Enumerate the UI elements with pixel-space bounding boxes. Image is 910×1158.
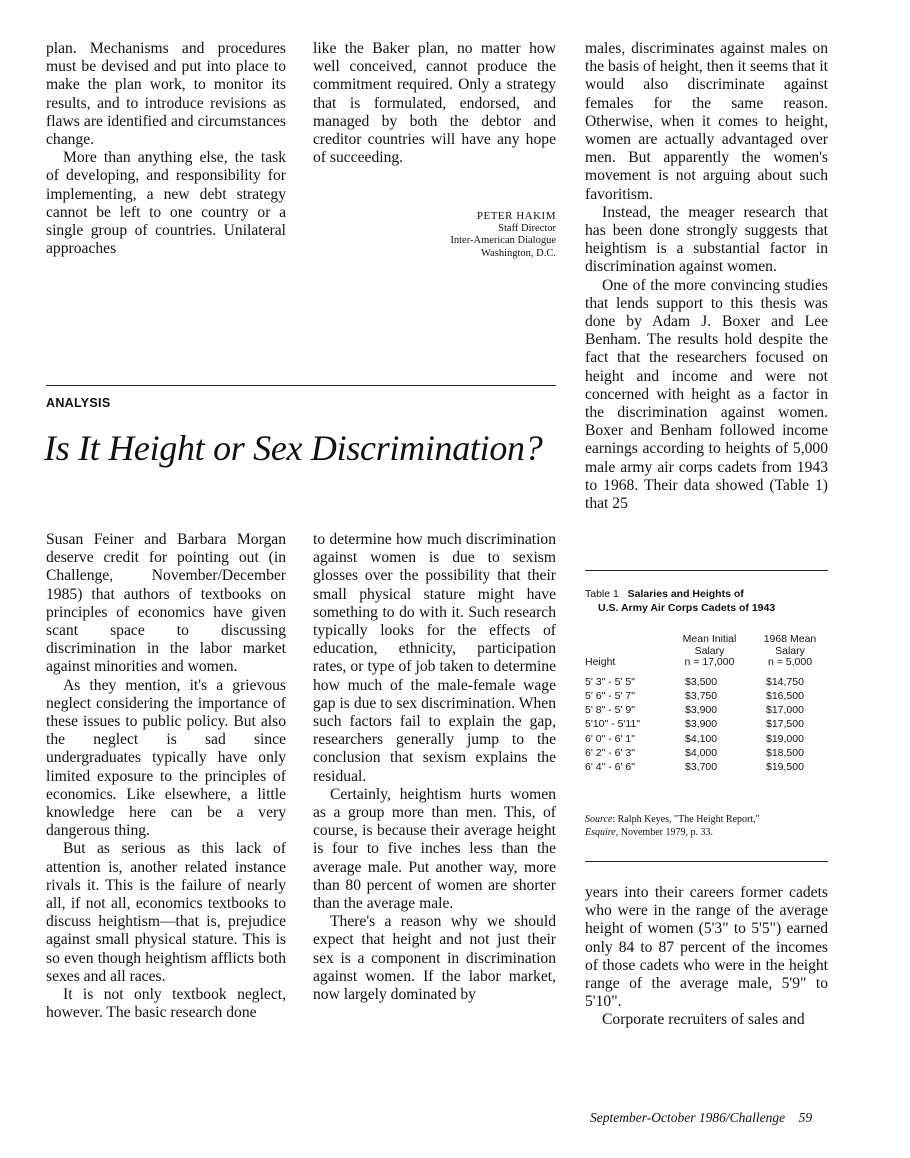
table-caption <box>585 587 828 615</box>
paragraph: Susan Feiner and Barbara Morgan deserve credit for pointing out (in Challenge, November/December 1985) that authors of textbooks on principles of economics have given scant space to discussing discrimination in the labor market against minorities and women. <box>46 531 286 676</box>
top-column-1 <box>46 40 286 258</box>
signature-place: Washington, D.C. <box>481 247 556 259</box>
section-divider <box>46 385 556 386</box>
table-title-line1: Salaries and Heights of <box>627 588 744 600</box>
table-row: 6' 2" - 6' 3" $4,000 $18,500 <box>585 746 804 759</box>
signature-title: Staff Director <box>498 222 556 234</box>
signature-org: Inter-American Dialogue <box>450 235 556 246</box>
source-publication: Esquire <box>585 826 616 838</box>
footer-issue: September-October 1986/Challenge <box>590 1110 786 1125</box>
page-footer <box>590 1110 870 1126</box>
top-column-2 <box>313 40 556 167</box>
column-header-1968-salary: 1968 Mean Salary n = 5,000 <box>763 633 817 668</box>
article-column-2 <box>313 531 556 1004</box>
right-column-top <box>585 40 828 513</box>
table-row: 5'10" - 5'11" $3,900 $17,500 <box>585 718 804 731</box>
table-top-rule <box>585 570 828 571</box>
source-text: : Ralph Keyes, "The Height Report," <box>612 814 760 825</box>
table-bottom-rule <box>585 861 828 862</box>
paragraph: It is not only textbook neglect, however. The basic research done <box>46 986 286 1022</box>
table-row: 6' 4" - 6' 6" $3,700 $19,500 <box>585 761 804 774</box>
paragraph: plan. Mechanisms and procedures must be devised and put into place to make the plan work, to monitor its results, and to introduce revisions as flaws are identified and circumstances change. <box>46 40 286 149</box>
right-column-bottom <box>585 884 828 1030</box>
letter-signature <box>380 210 556 260</box>
table-label: Table 1 <box>585 588 619 600</box>
article-title: Is It Height or Sex Discrimination? <box>44 428 543 468</box>
paragraph: Instead, the meager research that has been done strongly suggests that heightism is a substantial factor in discrimination against women. <box>585 203 828 276</box>
table-row: 6' 0" - 6' 1" $4,100 $19,000 <box>585 732 804 745</box>
table-row: 5' 6" - 5' 7" $3,750 $16,500 <box>585 689 804 702</box>
table-header-row <box>585 634 828 675</box>
paragraph: Certainly, heightism hurts women as a group more than men. This, of course, is because their average height is four to five inches less than the average male. Put another way, more than 80 percent of women are shorter than the average male. <box>313 785 556 913</box>
page-number: 59 <box>798 1110 813 1125</box>
paragraph: There's a reason why we should expect that height and not just their sex is a component in discrimination against women. If the labor market, now largely dominated by <box>313 913 556 1004</box>
table-row: 5' 3" - 5' 5" $3,500 $14,750 <box>585 675 804 688</box>
paragraph: males, discriminates against males on the basis of height, then it seems that it would also discriminate against females for the same reason. Otherwise, when it comes to height, women are actually advantaged over men. But apparently the women's movement is not arguing about such favoritism. <box>585 40 828 203</box>
paragraph: But as serious as this lack of attention is, another related instance rivals it. This is the failure of nearly all, if not all, economics textbooks to discuss heightism—that is, prejudice against small physical stature. This is so even though heightism afflicts both sexes and all races. <box>46 840 286 985</box>
signature-name: PETER HAKIM <box>476 210 556 222</box>
paragraph: Corporate recruiters of sales and <box>602 1011 805 1029</box>
table-source-note <box>585 814 828 839</box>
paragraph: More than anything else, the task of developing, and responsibility for implementing, a new debt strategy cannot be left to one country or a single group of countries. Unilateral approaches <box>46 149 286 258</box>
source-label: Source <box>585 814 613 825</box>
article-column-1 <box>46 531 286 1022</box>
paragraph: One of the more convincing studies that lends support to this thesis was done by Adam J. Boxer and Lee Benham. The results hold despite the fact that the researchers focused on height and income and were not concerned with height as a factor in the discrimination against women. Boxer and Benham followed income earnings according to heights of 5,000 male army air corps cadets from 1943 to 1968. Their data showed (Table 1) that 25 <box>585 276 828 513</box>
paragraph: As they mention, it's a grievous neglect considering the importance of these issues to public policy. But also the neglect is sad since undergraduates typically have only limited exposure to the principles of economics. Like elsewhere, a little knowledge here can be a very dangerous thing. <box>46 676 286 840</box>
source-details: , November 1979, p. 33. <box>615 826 713 838</box>
table-title-line2: U.S. Army Air Corps Cadets of 1943 <box>598 602 776 614</box>
column-header-initial-salary: Mean Initial Salary n = 17,000 <box>682 633 737 668</box>
column-header-height: Height <box>585 656 616 668</box>
section-label: ANALYSIS <box>46 396 111 410</box>
paragraph: years into their careers former cadets who were in the range of the average height of women (5'3" to 5'5") earned only 84 to 87 percent of the incomes of those cadets who were in the height range of the average male, 5'9" to 5'10". <box>585 884 828 1011</box>
paragraph: to determine how much discrimination against women is due to sexism glosses over the possibility that their small physical stature might have something to do with it. Such research typically looks for the effects of education, ethnicity, participation rates, or type of job taken to determine how much of the male-female wage gap is due to sex discrimination. When such factors fail to explain the gap, researchers generally jump to the conclusion that sexism explains the residual. <box>313 531 556 785</box>
table-row: 5' 8" - 5' 9" $3,900 $17,000 <box>585 704 804 717</box>
paragraph: like the Baker plan, no matter how well conceived, cannot produce the commitment required. Only a strategy that is formulated, endorsed, and managed by both the debtor and creditor countries will have any hope of succeeding. <box>313 40 556 167</box>
salary-height-table <box>585 634 828 775</box>
